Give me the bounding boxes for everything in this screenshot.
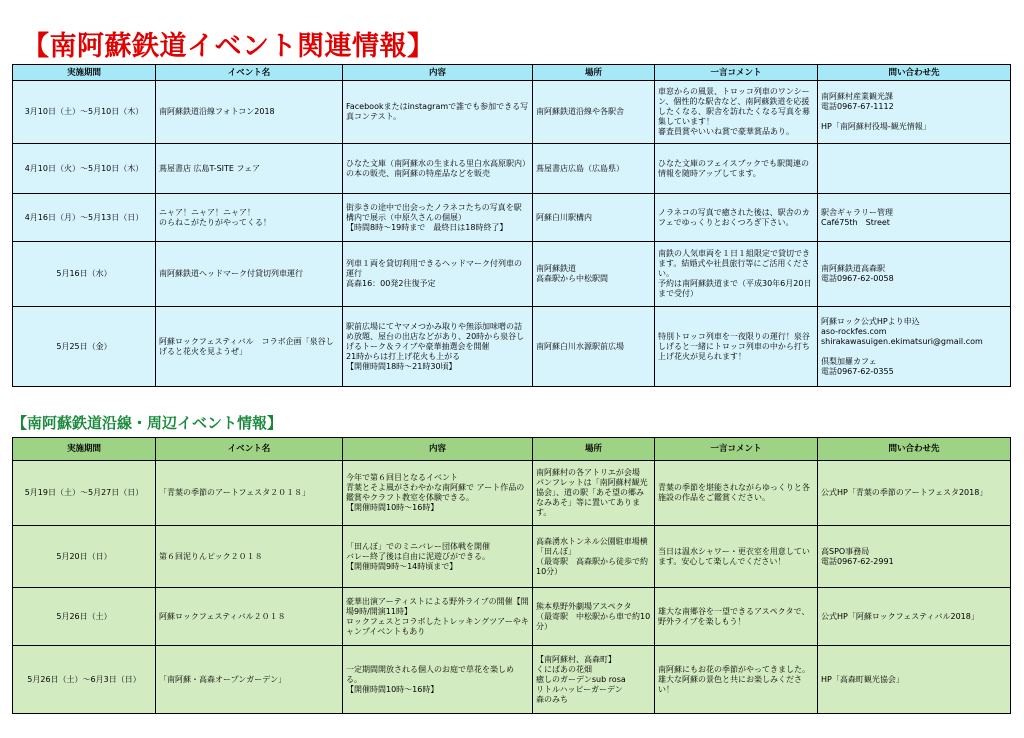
cell-period: 4月10日（火）～5月10日（木） xyxy=(13,144,156,194)
section2-title: 【南阿蘇鉄道沿線・周辺イベント情報】 xyxy=(12,414,283,432)
table-row xyxy=(13,461,1011,526)
cell-place: 南阿蘇村の各アトリエが会場 パンフレットは「南阿蘇村観光協会」、道の駅「あそ望の郷みなみあそ」等に置いてあります。 xyxy=(533,461,655,526)
cell-comment: 南阿蘇にもお花の季節がやってきました。雄大な阿蘇の景色と共にお楽しみください！ xyxy=(655,646,818,714)
cell-content: 豪華出演アーティストによる野外ライブの開催【開場9時/開演11時】 ロックフェスとコラボしたトレッキングツアーやキャンプイベントもあり xyxy=(343,588,533,646)
table-row xyxy=(13,194,1011,242)
cell-contact: 公式HP「青葉の季節のアートフェスタ2018」 xyxy=(818,461,1011,526)
cell-place: 蔦屋書店広島（広島県） xyxy=(533,144,655,194)
cell-event-name: 南阿蘇鉄道ヘッドマーク付貸切列車運行 xyxy=(156,242,343,307)
header-contact: 問い合わせ先 xyxy=(818,438,1011,461)
table-row xyxy=(13,646,1011,714)
header-content: 内容 xyxy=(343,65,533,81)
cell-place: 南阿蘇白川水源駅前広場 xyxy=(533,307,655,387)
cell-content: 列車１両を貸切利用できるヘッドマーク付列車の運行 高森16：00発2往復予定 xyxy=(343,242,533,307)
cell-place: 南阿蘇鉄道沿線や各駅舎 xyxy=(533,81,655,144)
header-period: 実施期間 xyxy=(13,438,156,461)
cell-content: 「田んぼ」でのミニバレー団体戦を開催 バレー終了後は自由に泥遊びができる。 【開催時間9時～14時頃まで】 xyxy=(343,526,533,588)
cell-contact: 高SPO事務局 電話0967-62-2991 xyxy=(818,526,1011,588)
cell-content: 街歩きの途中で出会ったノラネコたちの写真を駅構内で展示（中原久さんの個展） 【時間8時～19時まで 最終日は18時終了】 xyxy=(343,194,533,242)
cell-comment: 青葉の季節を堪能されながらゆっくりと各施設の作品をご鑑賞ください。 xyxy=(655,461,818,526)
cell-event-name: 「青葉の季節のアートフェスタ２０１８」 xyxy=(156,461,343,526)
table-row xyxy=(13,144,1011,194)
cell-contact: HP「高森町観光協会」 xyxy=(818,646,1011,714)
cell-event-name: 蔦屋書店 広島T-SITE フェア xyxy=(156,144,343,194)
cell-period: 5月20日（日） xyxy=(13,526,156,588)
header-comment: 一言コメント xyxy=(655,438,818,461)
cell-place: 南阿蘇鉄道 高森駅から中松駅間 xyxy=(533,242,655,307)
cell-period: 5月26日（土） xyxy=(13,588,156,646)
header-place: 場所 xyxy=(533,438,655,461)
table-header-row xyxy=(13,65,1011,81)
table-row xyxy=(13,307,1011,387)
cell-period: 5月16日（水） xyxy=(13,242,156,307)
header-event-name: イベント名 xyxy=(156,438,343,461)
cell-contact: 阿蘇ロック公式HPより申込 aso-rockfes.com shirakawasuigen.ekimatsuri@gmail.com 倶梨加羅カフェ 電話0967-62-0355 xyxy=(818,307,1011,387)
table-row xyxy=(13,242,1011,307)
cell-comment: 雄大な南郷谷を一望できるアスペクタで、野外ライブを楽しもう！ xyxy=(655,588,818,646)
table-row xyxy=(13,81,1011,144)
cell-comment: 当日は温水シャワー・更衣室を用意しています。安心して楽しんでください！ xyxy=(655,526,818,588)
cell-contact: 南阿蘇鉄道高森駅 電話0967-62-0058 xyxy=(818,242,1011,307)
section1-title: 【南阿蘇鉄道イベント関連情報】 xyxy=(22,31,435,62)
cell-content: Facebookまたはinstagramで誰でも参加できる写真コンテスト。 xyxy=(343,81,533,144)
cell-period: 5月25日（金） xyxy=(13,307,156,387)
cell-event-name: 「南阿蘇・高森オープンガーデン」 xyxy=(156,646,343,714)
cell-place: 高森湧水トンネル公園駐車場横「田んぼ」 （最寄駅 高森駅から徒歩で約10分） xyxy=(533,526,655,588)
cell-place: 熊本県野外劇場アスペクタ （最寄駅 中松駅から車で約10分） xyxy=(533,588,655,646)
cell-content: 一定期間開放される個人のお庭で草花を楽しめる。 【開催時間10時～16時】 xyxy=(343,646,533,714)
cell-period: 3月10日（土）～5月10日（木） xyxy=(13,81,156,144)
table-row xyxy=(13,588,1011,646)
header-content: 内容 xyxy=(343,438,533,461)
cell-comment: ノラネコの写真で癒された後は、駅舎のカフェでゆっくりとおくつろぎ下さい。 xyxy=(655,194,818,242)
cell-comment: 特別トロッコ列車を一夜限りの運行！泉谷しげると一緒にトロッコ列車の中から打ち上げ花火が見られます！ xyxy=(655,307,818,387)
header-event-name: イベント名 xyxy=(156,65,343,81)
cell-contact: 南阿蘇村産業観光課 電話0967-67-1112 HP「南阿蘇村役場-観光情報」 xyxy=(818,81,1011,144)
cell-content: 駅前広場にてヤマメつかみ取りや無添加味噌の詰め放題、屋台の出店などがあり、20時から泉谷しげるトーク＆ライブや豪華抽選会を開催 21時からは打上げ花火も上がる 【開催時間18時～21時30頃】 xyxy=(343,307,533,387)
cell-period: 5月26日（土）～6月3日（日） xyxy=(13,646,156,714)
cell-content: 今年で第６回目となるイベント 青葉とそよ風がさわやかな南阿蘇で アート作品の鑑賞やクラフト教室を体験できる。 【開催時間10時～16時】 xyxy=(343,461,533,526)
cell-place: 【南阿蘇村、高森町】 くにばあの花畑 癒しのガーデンsub rosa リトルハッピーガーデン 森のみち xyxy=(533,646,655,714)
table-row xyxy=(13,526,1011,588)
cell-period: 5月19日（土）～5月27日（日） xyxy=(13,461,156,526)
table-header-row xyxy=(13,438,1011,461)
header-comment: 一言コメント xyxy=(655,65,818,81)
cell-contact: 駅舎ギャラリー管理 Café75th Street xyxy=(818,194,1011,242)
railway-events-table xyxy=(12,64,1011,387)
cell-event-name: 阿蘇ロックフェスティバル２０１８ xyxy=(156,588,343,646)
cell-contact: 公式HP「阿蘇ロックフェスティバル2018」 xyxy=(818,588,1011,646)
header-place: 場所 xyxy=(533,65,655,81)
area-events-table xyxy=(12,437,1011,714)
cell-event-name: ニャア！ニャア！ニャア！ のらねこがたりがやってくる！ xyxy=(156,194,343,242)
cell-place: 阿蘇白川駅構内 xyxy=(533,194,655,242)
cell-comment: 南鉄の人気車両を１日１組限定で貸切できます。結婚式や社員旅行等にご活用ください。 予約は南阿蘇鉄道まで（平成30年6月20日まで受付） xyxy=(655,242,818,307)
cell-comment: 車窓からの風景、トロッコ列車のワンシーン、個性的な駅舎など、南阿蘇鉄道を応援したくなる、駅舎を訪れたくなる写真を募集しています！ 審査員賞やいいね賞で豪華賞品あり。 xyxy=(655,81,818,144)
header-contact: 問い合わせ先 xyxy=(818,65,1011,81)
cell-event-name: 南阿蘇鉄道沿線フォトコン2018 xyxy=(156,81,343,144)
header-period: 実施期間 xyxy=(13,65,156,81)
cell-comment: ひなた文庫のフェイスブックでも駅関連の情報を随時アップしてます。 xyxy=(655,144,818,194)
cell-event-name: 第６回泥りんピック２０１８ xyxy=(156,526,343,588)
cell-contact xyxy=(818,144,1011,194)
cell-event-name: 阿蘇ロックフェスティバル コラボ企画「泉谷しげると花火を見ようぜ」 xyxy=(156,307,343,387)
cell-content: ひなた文庫（南阿蘇水の生まれる里白水高原駅内）の本の販売、南阿蘇の特産品などを販売 xyxy=(343,144,533,194)
cell-period: 4月16日（月）～5月13日（日） xyxy=(13,194,156,242)
